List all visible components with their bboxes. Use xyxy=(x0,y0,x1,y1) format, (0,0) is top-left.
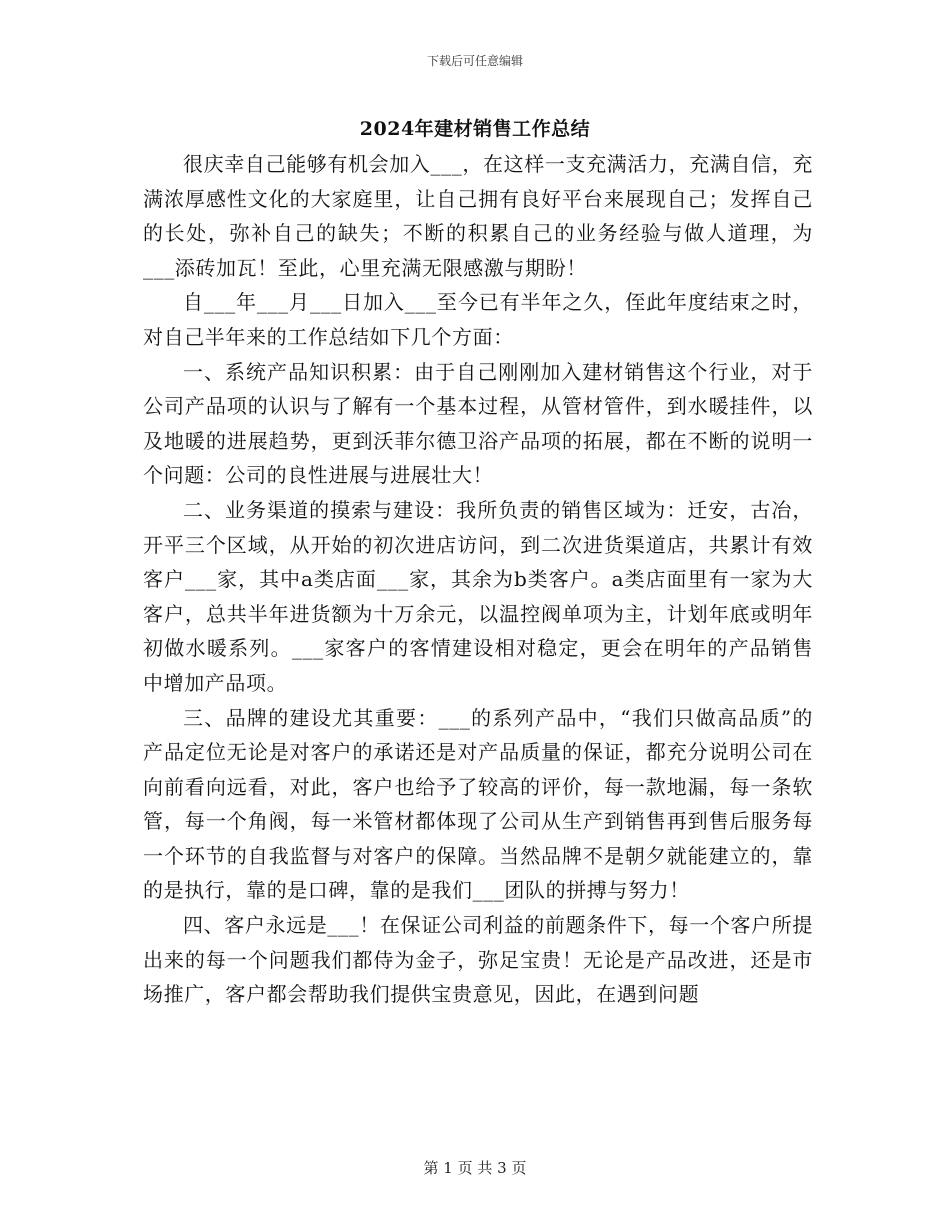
paragraph-brand-building: 三、品牌的建设尤其重要：___的系列产品中，“我们只做高品质”的产品定位无论是对客户的承诺还是对产品质量的保证，都充分说明公司在向前看向远看，对此，客户也给予了较高的评价，每一款地漏，每一条软管，每一个角阀，每一米管材都体现了公司从生产到销售再到售后服务每一个环节的自我监督与对客户的保障。当然品牌不是朝夕就能建立的，靠的是执行，靠的是口碑，靠的是我们___团队的拼搏与努力！ xyxy=(143,705,813,903)
paragraph-intro: 很庆幸自己能够有机会加入___，在这样一支充满活力，充满自信，充满浓厚感性文化的大家庭里，让自己拥有良好平台来展现自己；发挥自己的长处，弥补自己的缺失；不断的积累自己的业务经验与做人道理，为___添砖加瓦！至此，心里充满无限感激与期盼！ xyxy=(143,152,813,280)
page-header-note: 下载后可任意编辑 xyxy=(426,54,523,68)
document-body xyxy=(143,147,813,1012)
paragraph-product-knowledge: 一、系统产品知识积累：由于自己刚刚加入建材销售这个行业，对于公司产品项的认识与了解有一个基本过程，从管材管件，到水暖挂件，以及地暖的进展趋势，更到沃菲尔德卫浴产品项的拓展，都在不断的说明一个问题：公司的良性进展与进展壮大！ xyxy=(143,359,813,488)
paragraph-overview: 自___年___月___日加入___至今已有半年之久，侄此年度结束之时，对自己半年来的工作总结如下几个方面： xyxy=(143,290,813,349)
document-title: 2024年建材销售工作总结 xyxy=(359,118,591,140)
page-number: 第 1 页 共 3 页 xyxy=(423,1159,527,1177)
paragraph-business-channels: 二、业务渠道的摸索与建设：我所负责的销售区域为：迁安，古冶，开平三个区域，从开始的初次进店访问，到二次进货渠道店，共累计有效客户___家，其中a类店面___家，其余为b类客户。a类店面里有一家为大客户，总共半年进货额为十万余元，以温控阀单项为主，计划年底或明年初做水暖系列。___家客户的客情建设相对稳定，更会在明年的产品销售中增加产品项。 xyxy=(143,497,813,695)
paragraph-customers: 四、客户永远是___！在保证公司利益的前题条件下，每一个客户所提出来的每一个问题我们都侍为金子，弥足宝贵！无论是产品改进，还是市场推广，客户都会帮助我们提供宝贵意见，因此，在遇到问题 xyxy=(143,913,813,1007)
